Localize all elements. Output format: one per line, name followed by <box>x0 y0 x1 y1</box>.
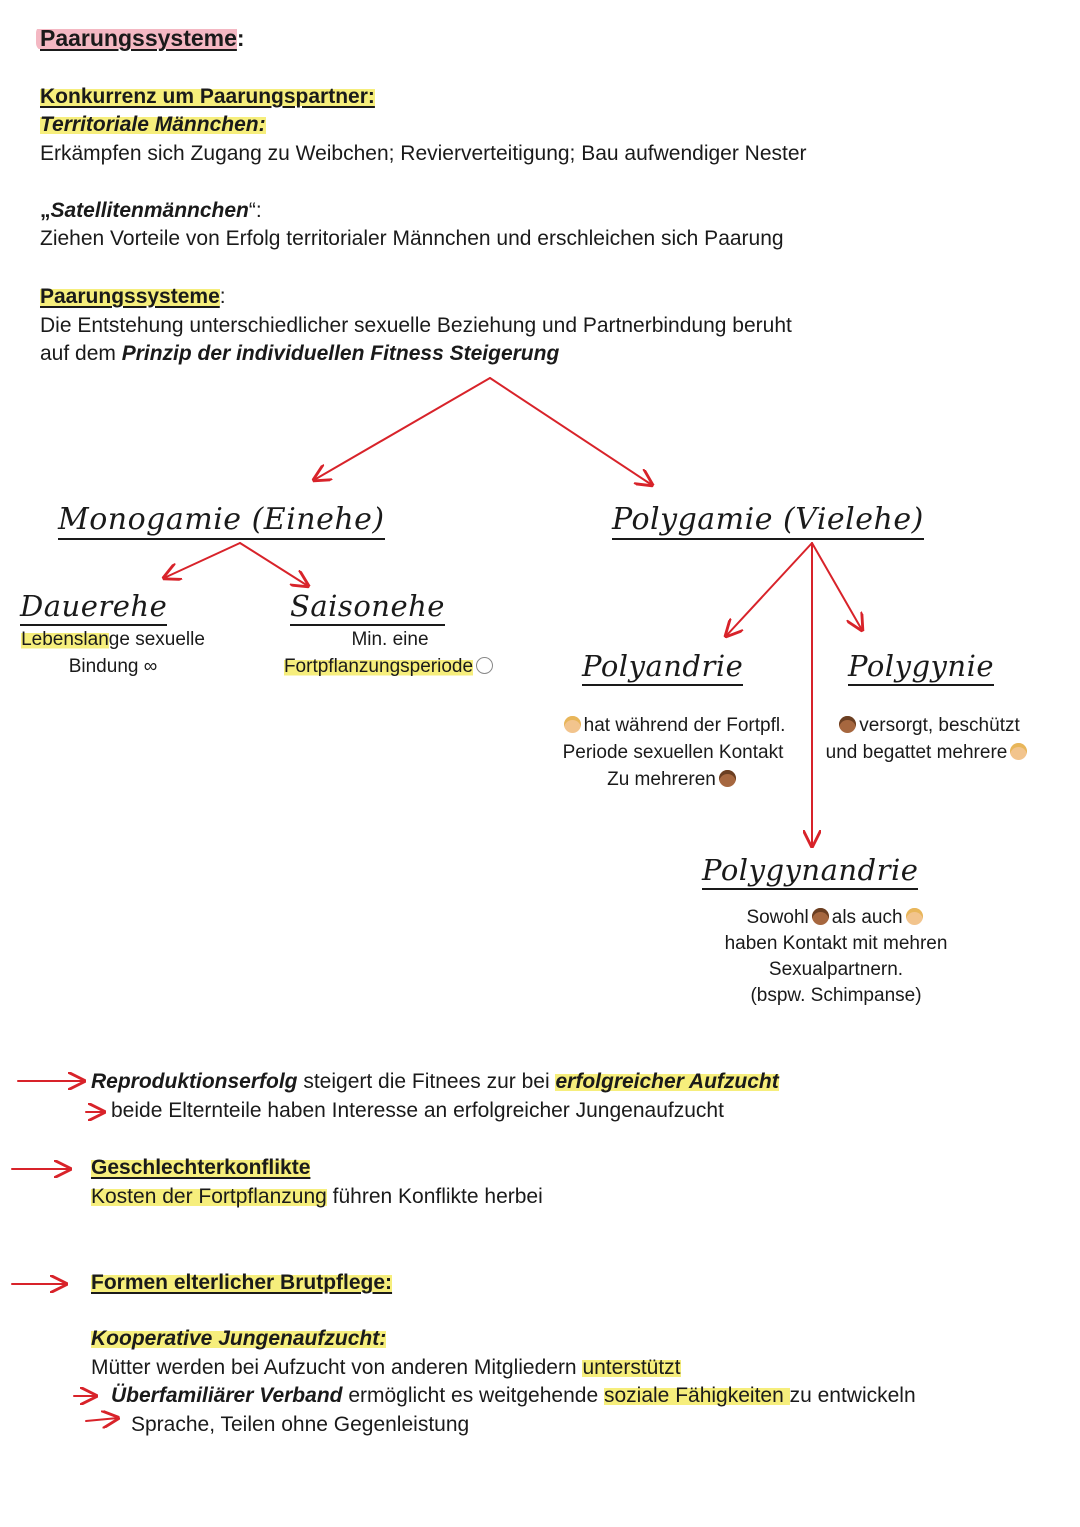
saisonehe-label: Saisonehe <box>290 588 445 626</box>
polygynandrie-label: Polygynandrie <box>702 852 918 890</box>
saisonehe-text: Min. eine Fortpflanzungsperiode <box>270 626 510 680</box>
arrow-to-polygynie <box>812 543 862 630</box>
polygynie-label: Polygynie <box>848 648 994 686</box>
repro-sub: beide Elternteile haben Interesse an erfolgreicher Jungenaufzucht <box>111 1099 724 1122</box>
satellite-text: Ziehen Vorteile von Erfolg territorialer Männchen und erschleichen sich Paarung <box>40 227 784 250</box>
coop-line: Mütter werden bei Aufzucht von anderen Mitgliedern unterstützt <box>91 1356 681 1379</box>
systems-line2: auf dem Prinzip der individuellen Fitness Steigerung <box>40 342 560 365</box>
repro-line: Reproduktionserfolg steigert die Fitnees zur bei erfolgreicher Aufzucht <box>91 1070 779 1093</box>
woman-icon <box>1010 743 1027 760</box>
arrow-to-polygamie <box>490 378 652 485</box>
woman-icon <box>906 908 923 925</box>
arrow-last <box>86 1418 118 1421</box>
competition-title: Konkurrenz um Paarungspartner: <box>40 85 375 108</box>
page-title: Paarungssysteme: <box>40 24 245 52</box>
systems-line1: Die Entstehung unterschiedlicher sexuelle Beziehung und Partnerbindung beruht <box>40 314 792 337</box>
care-title: Formen elterlicher Brutpflege: <box>91 1271 393 1294</box>
monogamie-label: Monogamie (Einehe) <box>58 502 385 540</box>
territorial-title: Territoriale Männchen: <box>40 113 266 136</box>
arrow-to-dauerehe <box>164 543 240 578</box>
conflict-text: Kosten der Fortpflanzung führen Konflikte herbei <box>91 1185 543 1208</box>
dauerehe-label: Dauerehe <box>20 588 167 626</box>
polygynie-text: versorgt, beschützt und begattet mehrere <box>812 712 1044 766</box>
woman-icon <box>564 716 581 733</box>
man-icon <box>812 908 829 925</box>
last-line: Sprache, Teilen ohne Gegenleistung <box>131 1413 470 1436</box>
polygynandrie-text: Sowohl als auch haben Kontakt mit mehren Sexualpartnern. (bspw. Schimpanse) <box>724 907 948 1006</box>
coop-title: Kooperative Jungenaufzucht: <box>91 1327 387 1350</box>
conflict-title: Geschlechterkonflikte <box>91 1156 311 1179</box>
arrow-to-saisonehe <box>240 543 308 586</box>
verband-line: Überfamiliärer Verband ermöglicht es weitgehende soziale Fähigkeiten zu entwickeln <box>111 1384 916 1407</box>
territorial-text: Erkämpfen sich Zugang zu Weibchen; Revierverteitigung; Bau aufwendiger Nester <box>40 142 807 165</box>
man-icon <box>719 770 736 787</box>
clock-icon <box>476 657 493 674</box>
man-icon <box>839 716 856 733</box>
satellite-title: „Satellitenmännchen“: <box>40 199 262 222</box>
polyandrie-text: hat während der Fortpfl. Periode sexuellen Kontakt Zu mehreren <box>562 715 786 790</box>
arrow-to-polyandrie <box>726 543 812 636</box>
polyandrie-label: Polyandrie <box>582 648 743 686</box>
systems-title: Paarungssysteme: <box>40 285 226 308</box>
dauerehe-text: Lebenslange sexuelle Bindung ∞ <box>21 629 205 677</box>
polygamie-label: Polygamie (Vielehe) <box>612 502 924 540</box>
arrow-to-monogamie <box>314 378 490 480</box>
